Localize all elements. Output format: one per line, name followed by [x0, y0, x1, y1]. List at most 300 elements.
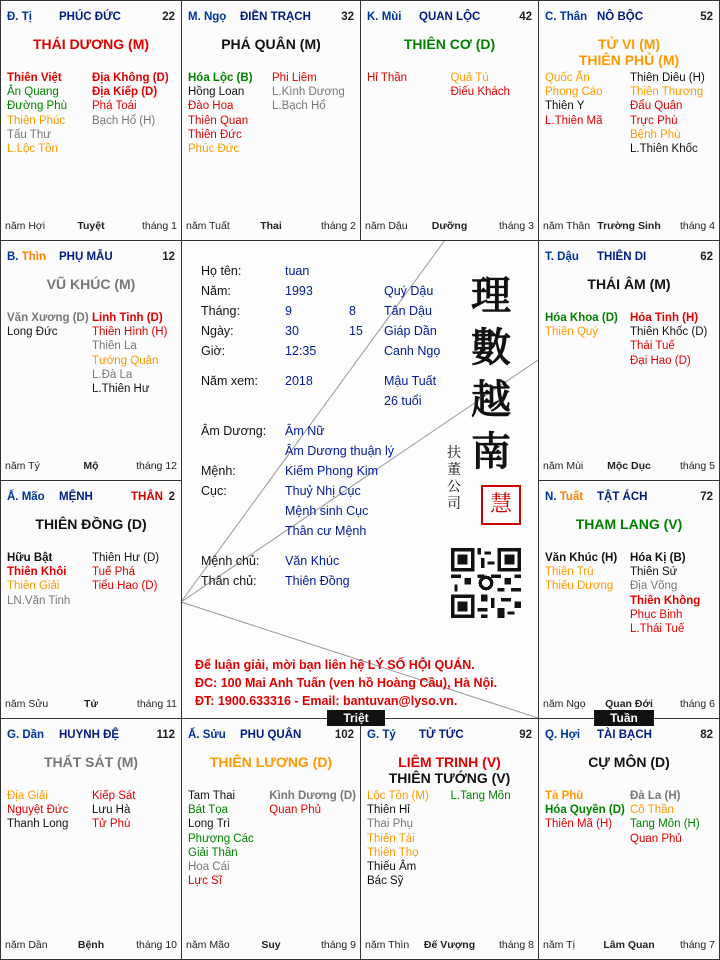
main-stars	[182, 36, 360, 52]
branch-label	[188, 11, 226, 23]
minor-star: Bác Sỹ	[367, 875, 404, 888]
life-stage: Bệnh	[77, 939, 105, 951]
palace-month: tháng 12	[136, 460, 177, 472]
minor-star: Tiểu Hao (D)	[92, 580, 158, 593]
minor-stars-right	[272, 71, 356, 156]
palace-year: năm Ngọ	[543, 698, 586, 710]
minor-stars	[545, 551, 715, 636]
minor-star: Linh Tinh (D)	[92, 312, 163, 324]
palace-name: NÔ BỘC	[597, 11, 643, 23]
palace-name: THIÊN DI	[597, 251, 647, 263]
minor-star: Hóa Lộc (B)	[188, 72, 253, 84]
minor-stars-right	[630, 789, 715, 846]
minor-star: Văn Xương (D)	[7, 312, 89, 324]
logo-char: 理	[471, 272, 511, 319]
minor-star: Hồng Loan	[188, 86, 245, 99]
branch-highlight: Tuất	[559, 491, 584, 503]
minor-star: Hóa Kị (B)	[630, 552, 686, 564]
main-stars	[539, 516, 719, 532]
palace-header	[188, 729, 354, 745]
palace-cell-mui[interactable]	[360, 0, 539, 241]
branch-label	[545, 491, 583, 503]
palace-footer	[5, 460, 177, 474]
value-view-year: 2018	[285, 374, 313, 388]
palace-number: 2	[168, 491, 175, 503]
minor-star: Thiên La	[92, 340, 137, 353]
label-name: Họ tên:	[201, 264, 242, 278]
palace-year: năm Mùi	[543, 460, 584, 472]
minor-star: Phá Toái	[92, 100, 137, 113]
life-stage: Thai	[260, 220, 282, 232]
minor-star: Phục Binh	[630, 608, 683, 621]
palace-header	[545, 251, 713, 267]
small-char: 扶	[447, 445, 461, 461]
palace-cell-hoi[interactable]	[538, 718, 720, 960]
main-stars	[1, 36, 181, 52]
main-stars	[539, 754, 719, 770]
palace-cell-ty[interactable]	[360, 718, 539, 960]
palace-footer	[543, 939, 715, 953]
palace-month: tháng 2	[320, 220, 356, 232]
main-stars	[361, 754, 538, 786]
minor-stars-left	[545, 551, 630, 636]
main-stars	[539, 276, 719, 292]
palace-year: năm Sửu	[5, 698, 49, 710]
palace-name: TẬT ÁCH	[597, 491, 648, 503]
minor-star: Bệnh Phù	[630, 128, 681, 141]
minor-star: Hỏa Tinh (H)	[630, 312, 699, 324]
branch-text: G. Tý	[367, 729, 396, 741]
branch-label	[188, 729, 226, 741]
label-am-duong: Âm Dương:	[201, 424, 267, 438]
branch-text: C. Thân	[545, 11, 588, 23]
minor-star: Địa Giải	[7, 790, 48, 802]
palace-month: tháng 5	[679, 460, 715, 472]
palace-month: tháng 1	[141, 220, 177, 232]
palace-number: 82	[700, 729, 713, 741]
center-info-panel	[181, 240, 538, 718]
minor-star: Hóa Quyền (D)	[545, 804, 625, 817]
minor-star: L.Tang Môn	[450, 790, 511, 802]
minor-star: Quốc Ấn	[545, 72, 590, 84]
minor-star: Hoa Cái	[188, 861, 230, 874]
label-month: Tháng:	[201, 304, 240, 318]
minor-stars	[367, 71, 534, 99]
main-star: THÁI ÂM (M)	[587, 276, 671, 292]
minor-star: Thiên Giải	[7, 580, 60, 593]
palace-number: 92	[519, 729, 532, 741]
minor-star: Thiên Quý	[545, 326, 599, 339]
palace-month: tháng 4	[679, 220, 715, 232]
main-stars	[1, 276, 181, 292]
main-star: THIÊN LƯƠNG (D)	[209, 754, 333, 770]
value-day-lunar: Giáp Dần	[384, 324, 437, 338]
calligraphy-logo	[466, 270, 516, 478]
branch-text: G. Dần	[7, 729, 45, 741]
minor-star: Thái Tuế	[630, 340, 675, 353]
minor-stars	[188, 789, 356, 888]
minor-star: Kình Dương (D)	[269, 790, 356, 802]
contact-line-2: ĐC: 100 Mai Anh Tuấn (ven hồ Hoàng Cầu), Hà Nội.	[195, 676, 498, 690]
main-stars	[361, 36, 538, 52]
palace-month: tháng 6	[679, 698, 715, 710]
minor-star: Hóa Khoa (D)	[545, 312, 618, 324]
minor-star: Thiếu Dương	[545, 580, 614, 593]
value-cuc-3: Thân cư Mệnh	[285, 524, 367, 538]
palace-header	[7, 11, 175, 27]
minor-star: Đường Phù	[7, 100, 67, 113]
minor-stars-right	[92, 789, 177, 832]
minor-star: L.Thái Tuế	[630, 623, 685, 636]
main-star: THÁI DƯƠNG (M)	[32, 36, 150, 52]
minor-star: L.Bạch Hổ	[272, 100, 326, 113]
minor-star: Thiên Thọ	[367, 846, 419, 859]
branch-text: Ấ. Mão	[7, 491, 45, 503]
palace-year: năm Thân	[543, 220, 591, 232]
life-stage: Tử	[83, 698, 99, 710]
minor-star: Tang Môn (H)	[630, 818, 700, 831]
palace-year: năm Dậu	[365, 220, 408, 232]
value-menh: Kiếm Phong Kim	[285, 464, 379, 478]
palace-footer	[186, 220, 356, 234]
small-calligraphy	[444, 445, 464, 513]
minor-stars	[188, 71, 356, 156]
minor-star: Thanh Long	[7, 818, 69, 831]
life-stage: Tuyệt	[77, 220, 105, 232]
red-seal-stamp: 慧	[481, 485, 521, 525]
branch-text: Ấ. Sửu	[188, 729, 226, 741]
value-cuc: Thuỷ Nhị Cục	[285, 484, 361, 498]
minor-star: Bát Tọa	[188, 804, 229, 817]
palace-header	[7, 491, 175, 507]
palace-footer	[365, 220, 534, 234]
palace-number: 112	[156, 729, 175, 741]
branch-label	[7, 491, 45, 503]
value-am-duong-2: Âm Dương thuận lý	[285, 444, 394, 458]
minor-star: Điếu Khách	[450, 86, 510, 99]
minor-star: Địa Kiếp (D)	[92, 86, 158, 99]
main-star: THIÊN TƯỚNG (V)	[388, 770, 511, 786]
value-month-solar: 9	[285, 304, 292, 318]
label-year: Năm:	[201, 284, 231, 298]
minor-stars-right	[451, 71, 535, 99]
label-hour: Giờ:	[201, 344, 226, 358]
life-stage: Mộc Dục	[607, 460, 651, 472]
branch-text: Đ. Tị	[7, 11, 32, 23]
minor-star: L.Thiên Hư	[92, 383, 150, 396]
palace-year: năm Tý	[5, 460, 40, 472]
small-char: 司	[447, 496, 461, 512]
branch-label	[545, 11, 587, 23]
palace-month: tháng 11	[136, 698, 177, 710]
minor-star: Lộc Tồn (M)	[367, 790, 429, 802]
minor-star: Phúc Đức	[188, 143, 240, 156]
minor-stars-left	[367, 71, 451, 99]
logo-char: 數	[471, 324, 511, 371]
minor-stars	[7, 551, 177, 608]
palace-footer	[5, 939, 177, 953]
minor-star: Đẩu Quân	[630, 100, 683, 113]
tuan-badge: Tuần	[594, 710, 654, 726]
minor-star: Thiếu Âm	[367, 861, 417, 874]
minor-stars-left	[7, 311, 92, 396]
minor-stars-right	[451, 789, 535, 888]
minor-star: Trực Phù	[630, 114, 678, 127]
minor-star: Thiên Y	[545, 100, 585, 113]
value-than-chu: Thiên Đồng	[285, 574, 350, 588]
palace-header	[7, 729, 175, 745]
minor-star: Thiên Việt	[7, 72, 62, 84]
minor-star: Thiên Thương	[630, 86, 704, 99]
palace-header	[367, 11, 532, 27]
palace-cell-thin[interactable]	[0, 240, 182, 481]
contact-line-1: Để luận giải, mời bạn liên hệ LÝ SỐ HỘI QUÁN.	[195, 658, 475, 672]
label-day: Ngày:	[201, 324, 234, 338]
life-stage: Lâm Quan	[603, 939, 655, 951]
palace-year: năm Dần	[5, 939, 48, 951]
main-star: VŨ KHÚC (M)	[46, 276, 136, 292]
minor-star: LN.Văn Tinh	[7, 594, 71, 607]
small-char: 董	[447, 462, 461, 478]
minor-star: Phi Liêm	[272, 72, 317, 84]
minor-star: Quan Phủ	[630, 832, 682, 845]
minor-stars-right	[630, 71, 715, 156]
palace-header	[7, 251, 175, 267]
palace-number: 102	[334, 729, 354, 741]
main-stars	[539, 36, 719, 68]
minor-star: Bạch Hổ (H)	[92, 114, 156, 127]
minor-star: Tử Phù	[92, 818, 131, 831]
logo-char: 越	[471, 376, 511, 423]
branch-label	[7, 729, 44, 741]
main-star: THẤT SÁT (M)	[43, 754, 139, 770]
value-hour: 12:35	[285, 344, 317, 358]
minor-star: Lưu Hà	[92, 804, 131, 817]
minor-star: Thiên Hỉ	[367, 804, 410, 817]
life-stage: Đế Vượng	[423, 939, 476, 951]
palace-month: tháng 10	[136, 939, 177, 951]
label-menh: Mệnh:	[201, 464, 236, 478]
minor-star: L.Kình Dương	[272, 86, 345, 99]
minor-star: Đào Hoa	[188, 100, 234, 113]
minor-star: Thiên Không	[630, 594, 701, 607]
minor-star: Phong Cáo	[545, 86, 603, 99]
minor-stars	[545, 789, 715, 846]
palace-cell-ngo[interactable]	[181, 0, 361, 241]
minor-star: Phượng Các	[188, 832, 254, 845]
minor-star: Thiên Đức	[188, 128, 242, 141]
palace-cell-dau[interactable]	[538, 240, 720, 481]
value-cuc-2: Mệnh sinh Cục	[285, 504, 369, 518]
minor-star: Văn Khúc (H)	[545, 552, 618, 564]
minor-star: Thiên Hình (H)	[92, 326, 168, 339]
palace-year: năm Tuất	[186, 220, 230, 232]
palace-cell-mao[interactable]	[0, 480, 182, 719]
minor-star: Đại Hao (D)	[630, 354, 691, 367]
minor-star: Thiên Phúc	[7, 114, 66, 127]
minor-stars-left	[188, 789, 269, 888]
palace-year: năm Thìn	[365, 939, 410, 951]
minor-star: Tấu Thư	[7, 128, 51, 141]
palace-number: 12	[162, 251, 175, 263]
palace-name: PHỤ MẪU	[59, 251, 113, 263]
minor-stars-right	[92, 551, 177, 608]
minor-stars-left	[7, 789, 92, 832]
qr-code-icon[interactable]	[451, 548, 521, 618]
main-star: PHÁ QUÂN (M)	[221, 36, 321, 52]
minor-star: Long Đức	[7, 326, 58, 339]
value-name: tuan	[285, 264, 310, 278]
palace-year: năm Mão	[186, 939, 230, 951]
main-stars	[182, 754, 360, 770]
palace-name: PHU QUÂN	[240, 729, 302, 741]
minor-star: Quan Phủ	[269, 804, 322, 817]
life-stage: Trường Sinh	[597, 220, 661, 232]
palace-year: năm Tị	[543, 939, 575, 951]
minor-stars-left	[7, 551, 92, 608]
main-star: CỰ MÔN (D)	[588, 754, 670, 770]
value-month-lunar-num: 8	[349, 304, 356, 318]
minor-star: L.Lộc Tồn	[7, 143, 58, 156]
palace-footer	[186, 939, 356, 953]
main-star: TỬ VI (M)	[597, 36, 661, 52]
minor-stars	[7, 71, 177, 156]
minor-star: Quả Tú	[450, 72, 489, 84]
value-day-solar: 30	[285, 324, 299, 338]
palace-cell-ti[interactable]	[0, 0, 182, 241]
minor-star: L.Thiên Khốc	[630, 143, 698, 156]
minor-star: Thiên Mã (H)	[545, 818, 613, 831]
minor-star: Tam Thai	[188, 790, 236, 802]
minor-star: Thiên Quan	[188, 114, 249, 127]
minor-stars-left	[188, 71, 272, 156]
minor-star: Địa Không (D)	[92, 72, 169, 84]
value-day-lunar-num: 15	[349, 324, 363, 338]
palace-header	[545, 11, 713, 27]
palace-number: 22	[162, 11, 175, 23]
minor-stars-left	[545, 789, 630, 846]
value-year-solar: 1993	[285, 284, 313, 298]
minor-star: Thiên Sứ	[630, 566, 678, 579]
palace-month: tháng 9	[320, 939, 356, 951]
palace-number: 42	[519, 11, 532, 23]
branch-label	[7, 251, 46, 263]
minor-stars	[545, 311, 715, 368]
life-stage: Quan Đới	[605, 698, 653, 710]
palace-month: tháng 3	[498, 220, 534, 232]
minor-star: Thai Phụ	[367, 818, 414, 831]
label-than-chu: Thân chủ:	[201, 574, 257, 588]
palace-cell-than[interactable]	[538, 0, 720, 241]
label-view-year: Năm xem:	[201, 374, 258, 388]
triet-badge: Triệt	[327, 710, 385, 726]
minor-star: L.Thiên Mã	[545, 114, 603, 127]
branch-label	[545, 251, 579, 263]
minor-star: Cô Thần	[630, 804, 674, 817]
than-marker: THÂN	[131, 491, 163, 503]
value-month-lunar: Tân Dậu	[384, 304, 432, 318]
palace-month: tháng 7	[679, 939, 715, 951]
palace-footer	[543, 460, 715, 474]
main-star: THAM LANG (V)	[575, 516, 683, 532]
palace-header	[545, 729, 713, 745]
branch-text: T. Dậu	[545, 251, 579, 263]
minor-stars-right	[92, 71, 177, 156]
minor-stars-right	[92, 311, 177, 396]
value-year-lunar: Quý Dậu	[384, 284, 434, 298]
minor-star: Địa Võng	[630, 580, 678, 593]
minor-stars-right	[630, 311, 715, 368]
branch-highlight: Thìn	[21, 251, 46, 263]
palace-name: QUAN LỘC	[419, 11, 481, 23]
minor-stars-right	[269, 789, 356, 888]
minor-star: Long Trì	[188, 818, 231, 831]
palace-number: 72	[700, 491, 713, 503]
palace-number: 32	[341, 11, 354, 23]
minor-star: Ân Quang	[7, 86, 59, 99]
palace-footer	[5, 220, 177, 234]
minor-stars-left	[7, 71, 92, 156]
palace-name: TÀI BẠCH	[597, 729, 652, 741]
minor-star: Thiên Hư (D)	[92, 552, 160, 564]
minor-star: Thiên Khốc (D)	[630, 326, 708, 339]
branch-label	[367, 729, 396, 741]
minor-stars	[7, 789, 177, 832]
main-star: LIÊM TRINH (V)	[398, 754, 501, 770]
palace-cell-suu[interactable]	[181, 718, 361, 960]
label-menh-chu: Mệnh chủ:	[201, 554, 260, 568]
minor-stars	[367, 789, 534, 888]
minor-stars	[7, 311, 177, 396]
minor-star: Giải Thần	[188, 846, 238, 859]
value-menh-chu: Văn Khúc	[285, 554, 340, 568]
main-stars	[1, 516, 181, 532]
minor-stars-right	[630, 551, 715, 636]
main-star: THIÊN CƠ (D)	[403, 36, 496, 52]
branch-text: B.	[7, 251, 22, 263]
palace-number: 52	[700, 11, 713, 23]
palace-cell-dan[interactable]	[0, 718, 182, 960]
branch-label	[367, 11, 402, 23]
palace-number: 62	[700, 251, 713, 263]
palace-year: năm Hợi	[5, 220, 46, 232]
minor-star: Hữu Bật	[7, 552, 53, 564]
branch-text: K. Mùi	[367, 11, 402, 23]
palace-name: ĐIỀN TRẠCH	[240, 11, 311, 23]
minor-star: Thiên Diêu (H)	[630, 72, 705, 84]
palace-name: MỆNH	[59, 491, 93, 503]
main-star: THIÊN PHỦ (M)	[578, 52, 680, 68]
branch-text: Q. Hợi	[545, 729, 581, 741]
palace-header	[545, 491, 713, 507]
palace-footer	[543, 220, 715, 234]
palace-cell-tuat[interactable]	[538, 480, 720, 719]
minor-star: Nguyệt Đức	[7, 804, 69, 817]
palace-header	[188, 11, 354, 27]
minor-star: Lực Sĩ	[188, 875, 222, 888]
life-stage: Suy	[261, 939, 281, 951]
branch-label	[545, 729, 580, 741]
minor-star: Thiên Khôi	[7, 566, 67, 579]
minor-stars-left	[545, 311, 630, 368]
palace-month: tháng 8	[498, 939, 534, 951]
small-char: 公	[447, 479, 461, 495]
palace-header	[367, 729, 532, 745]
minor-star: Đà La (H)	[630, 790, 681, 802]
palace-footer	[365, 939, 534, 953]
minor-star: Thiên Trù	[545, 566, 594, 579]
contact-line-3: ĐT: 1900.633316 - Email: bantuvan@lyso.vn.	[195, 694, 458, 708]
